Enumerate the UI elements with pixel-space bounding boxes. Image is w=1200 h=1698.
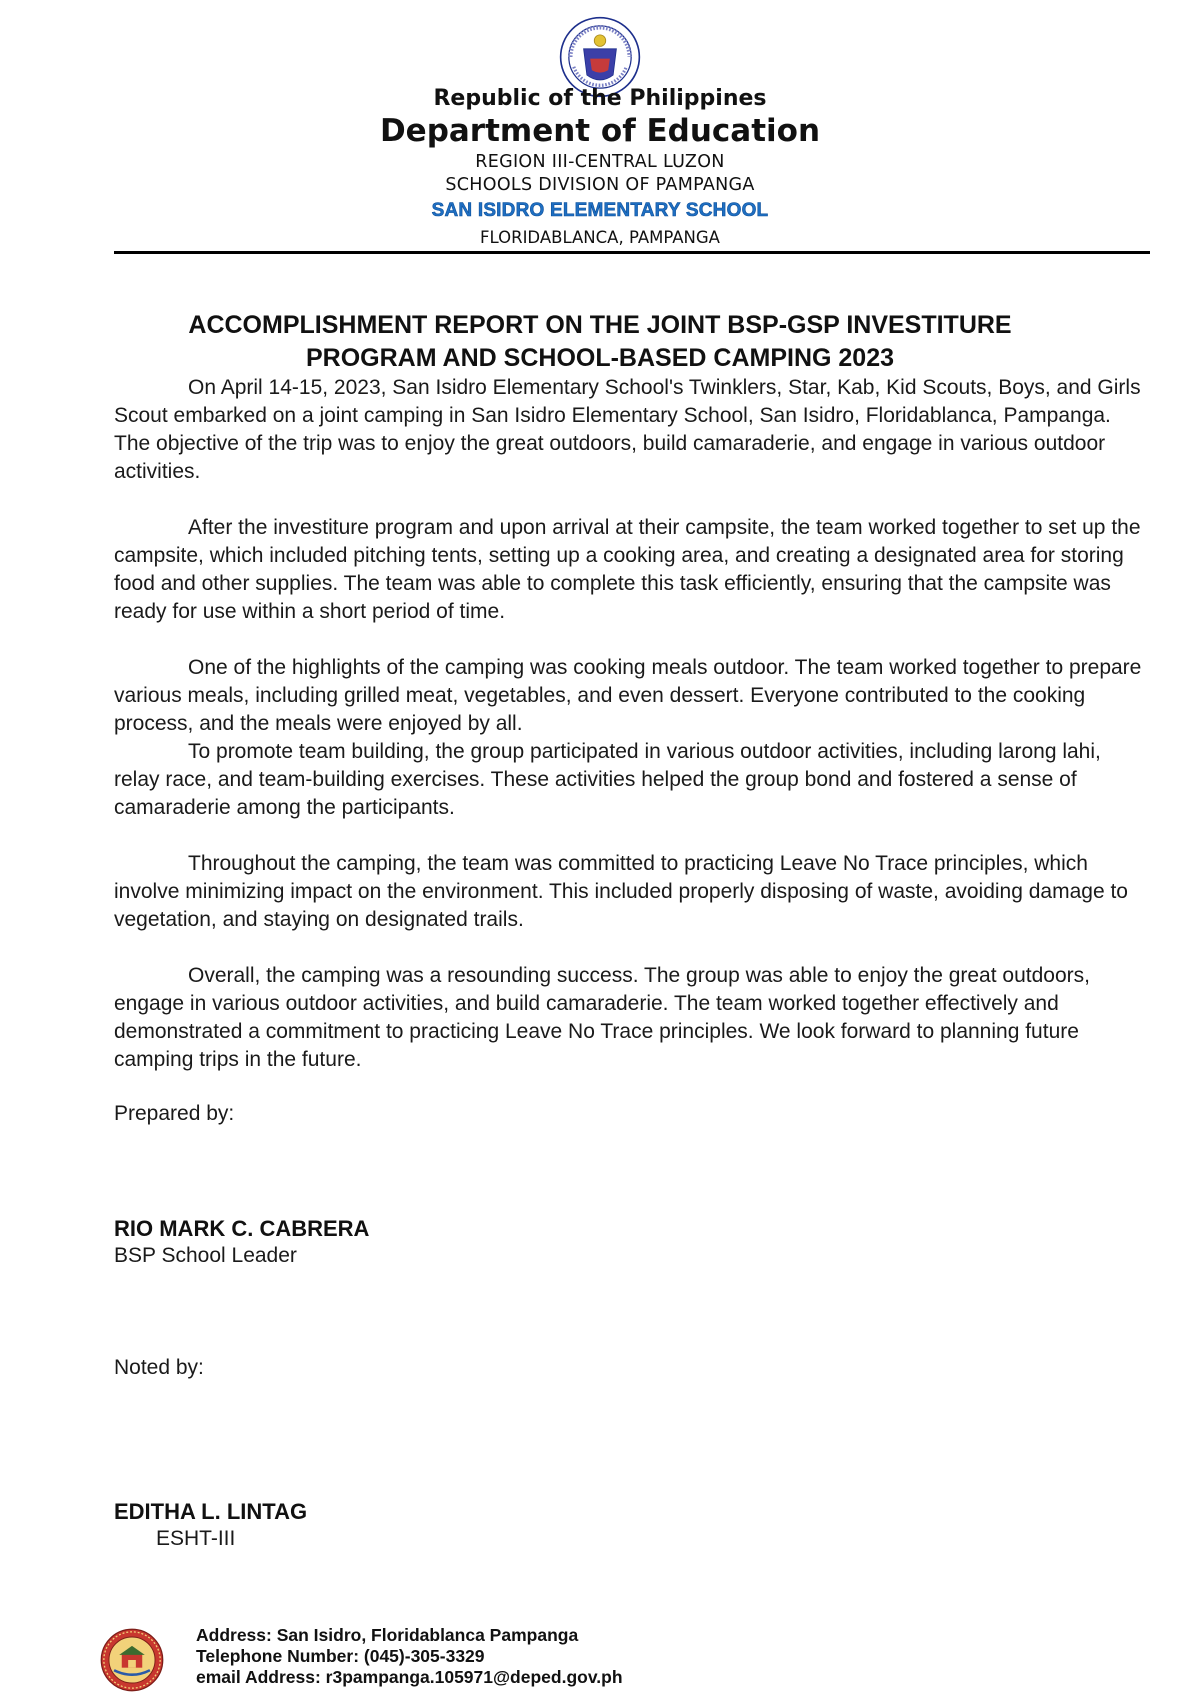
body-paragraph-1: On April 14-15, 2023, San Isidro Elementary School's Twinklers, Star, Kab, Kid Scouts, Boys, and Girls Scout embarked on a joint camping in San Isidro Elementary School, San Isidro, Floridablanca, Pampanga. The objective of the trip was to enjoy the great outdoors, build camaraderie, and engage in various outdoor activities. xyxy=(114,376,1141,483)
footer-telephone: Telephone Number: (045)-305-3329 xyxy=(196,1646,485,1666)
region-heading: REGION III-CENTRAL LUZON xyxy=(475,152,725,172)
body-paragraph-2: After the investiture program and upon arrival at their campsite, the team worked together to set up the campsite, which included pitching tents, setting up a cooking area, and creating a designated area for storing food and other supplies. The team was able to complete this task efficiently, ensuring that the campsite was ready for use within a short period of time. xyxy=(114,516,1141,623)
division-heading: SCHOOLS DIVISION OF PAMPANGA xyxy=(445,175,755,195)
school-seal-icon xyxy=(100,1628,164,1692)
body-paragraph-4: To promote team building, the group participated in various outdoor activities, including larong lahi, relay race, and team-building exercises. These activities helped the group bond and fostered a sense of camaraderie among the participants. xyxy=(114,740,1101,819)
body-paragraph-3: One of the highlights of the camping was cooking meals outdoor. The team worked together to prepare various meals, including grilled meat, vegetables, and even dessert. Everyone contributed to the cooking process, and the meals were enjoyed by all. xyxy=(114,656,1142,735)
report-title-line-1: ACCOMPLISHMENT REPORT ON THE JOINT BSP-GSP INVESTITURE xyxy=(188,311,1012,339)
school-heading: SAN ISIDRO ELEMENTARY SCHOOL xyxy=(431,200,769,221)
preparer-name: RIO MARK C. CABRERA xyxy=(114,1216,370,1241)
noted-by-label: Noted by: xyxy=(114,1356,204,1379)
body-paragraph-5: Throughout the camping, the team was committed to practicing Leave No Trace principles, which involve minimizing impact on the environment. This included properly disposing of waste, avoiding damage to vegetation, and staying on designated trails. xyxy=(114,852,1128,931)
location-heading: FLORIDABLANCA, PAMPANGA xyxy=(480,228,720,247)
report-title-line-2: PROGRAM AND SCHOOL-BASED CAMPING 2023 xyxy=(305,344,895,372)
body-paragraph-6: Overall, the camping was a resounding success. The group was able to enjoy the great outdoors, engage in various outdoor activities, and build camaraderie. The team worked together effectively and demonstrated a commitment to practicing Leave No Trace principles. We look forward to planning future camping trips in the future. xyxy=(114,964,1090,1071)
footer-email: email Address: r3pampanga.105971@deped.gov.ph xyxy=(196,1667,623,1687)
header-divider xyxy=(114,251,1150,254)
noter-name: EDITHA L. LINTAG xyxy=(114,1499,308,1524)
republic-heading: Republic of the Philippines xyxy=(433,86,767,111)
prepared-by-label: Prepared by: xyxy=(114,1102,235,1125)
noter-role: ESHT-III xyxy=(156,1527,236,1550)
footer-address: Address: San Isidro, Floridablanca Pampanga xyxy=(196,1625,579,1645)
department-heading: Department of Education xyxy=(379,113,821,149)
preparer-role: BSP School Leader xyxy=(114,1244,297,1267)
